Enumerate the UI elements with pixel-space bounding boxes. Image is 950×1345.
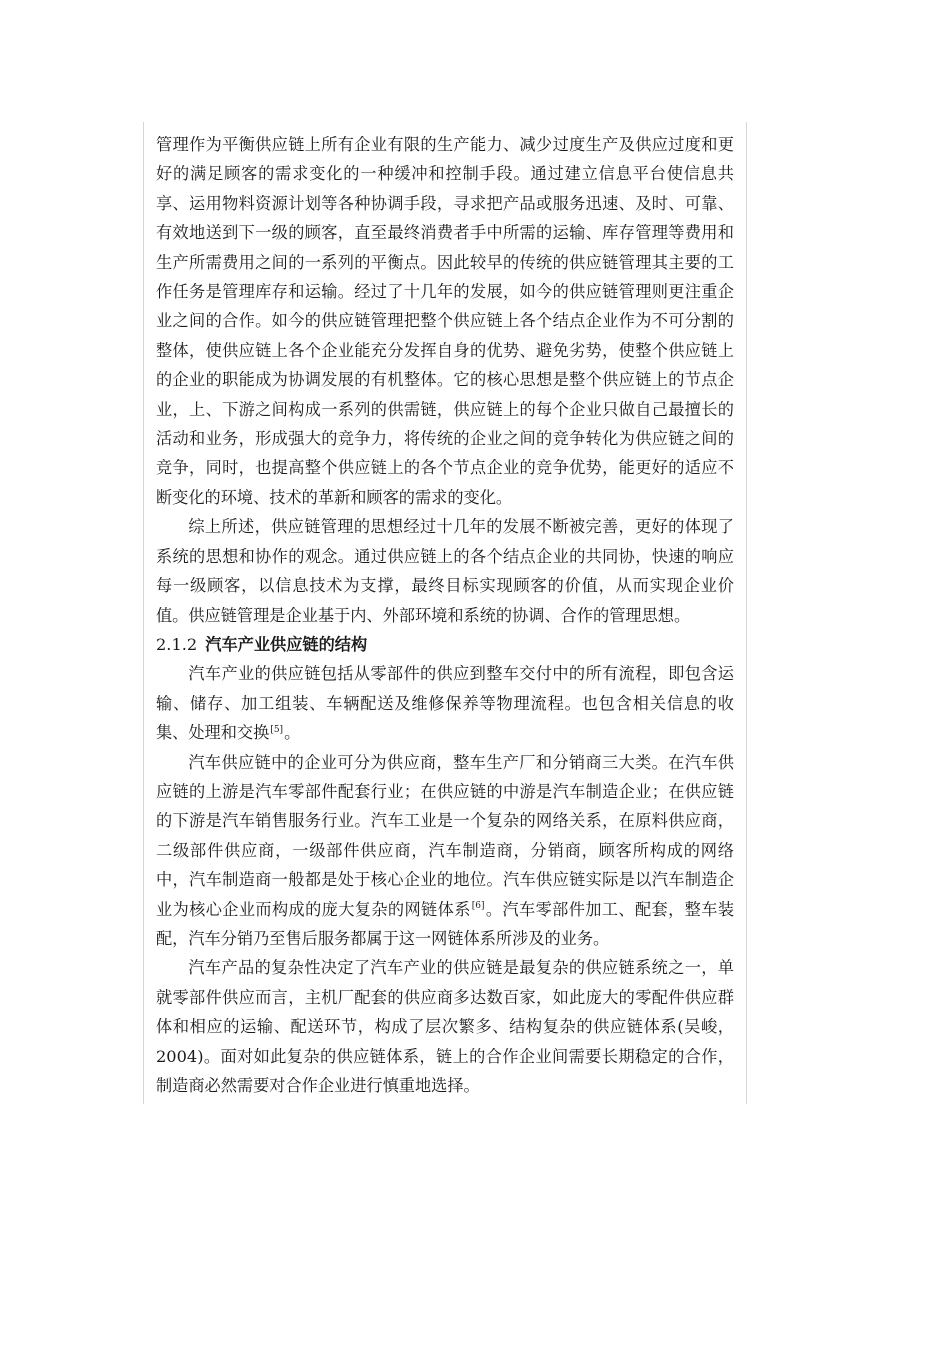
paragraph-text: 。 [284, 723, 301, 743]
citation-marker: [5] [270, 724, 284, 735]
paragraph-text: 汽车供应链中的企业可分为供应商，整车生产厂和分销商三大类。在汽车供应链的上游是汽车零部件配套行业；在供应链的中游是汽车制造企业；在供应链的下游是汽车销售服务行业。汽车工业是一个复杂的网络关系，在原料供应商，二级部件供应商，一级部件供应商，汽车制造商，分销商，顾客所构成的网络中，汽车制造商一般都是处于核心企业的地位。汽车供应链实际是以汽车制造企业为核心企业而构成的庞大复杂的网链体系 [156, 752, 734, 919]
section-title: 汽车产业供应链的结构 [205, 634, 368, 654]
paragraph-text: 汽车产业的供应链包括从零部件的供应到整车交付中的所有流程，即包含运输、储存、加工组装、车辆配送及维修保养等物理流程。也包含相关信息的收集、处理和交换 [156, 664, 734, 743]
paragraph-complexity: 汽车产品的复杂性决定了汽车产业的供应链是最复杂的供应链系统之一，单就零部件供应而言，主机厂配套的供应商多达数百家，如此庞大的零配件供应群体和相应的运输、配送环节，构成了层次繁多、结构复杂的供应链体系(吴峻，2004)。面对如此复杂的供应链体系，链上的合作企业间需要长期稳定的合作，制造商必然需要对合作企业进行慎重地选择。 [156, 958, 734, 1095]
citation-marker: [6] [471, 901, 485, 912]
section-number: 2.1.2 [156, 634, 198, 654]
paragraph-text: 。汽车零部件加工、配套，整车装配，汽车分销乃至售后服务都属于这一网链体系所涉及的业务。 [156, 899, 735, 948]
document-body [156, 130, 734, 1100]
paragraph-supply-chain-scope [156, 659, 734, 747]
paragraph-continuation: 管理作为平衡供应链上所有企业有限的生产能力、减少过度生产及供应过度和更好的满足顾客的需求变化的一种缓冲和控制手段。通过建立信息平台使信息共享、运用物料资源计划等各种协调手段，寻求把产品或服务迅速、及时、可靠、有效地送到下一级的顾客，直至最终消费者手中所需的运输、库存管理等费用和生产所需费用之间的一系列的平衡点。因此较早的传统的供应链管理其主要的工作任务是管理库存和运输。经过了十几年的发展，如今的供应链管理则更注重企业之间的合作。如今的供应链管理把整个供应链上各个结点企业作为不可分割的整体，使供应链上各个企业能充分发挥自身的优势、避免劣势，使整个供应链上的企业的职能成为协调发展的有机整体。它的核心思想是整个供应链上的节点企业，上、下游之间构成一系列的供需链，供应链上的每个企业只做自己最擅长的活动和业务，形成强大的竞争力，将传统的企业之间的竞争转化为供应链之间的竞争，同时，也提高整个供应链上的各个节点企业的竞争优势，能更好的适应不断变化的环境、技术的革新和顾客的需求的变化。 [156, 135, 734, 507]
section-heading [156, 630, 734, 659]
paragraph-summary: 综上所述，供应链管理的思想经过十几年的发展不断被完善，更好的体现了系统的思想和协作的观念。通过供应链上的各个结点企业的共同协，快速的响应每一级顾客，以信息技术为支撑，最终目标实现顾客的价值，从而实现企业价值。供应链管理是企业基于内、外部环境和系统的协调、合作的管理思想。 [156, 517, 734, 625]
paragraph-supply-chain-enterprises [156, 748, 734, 954]
